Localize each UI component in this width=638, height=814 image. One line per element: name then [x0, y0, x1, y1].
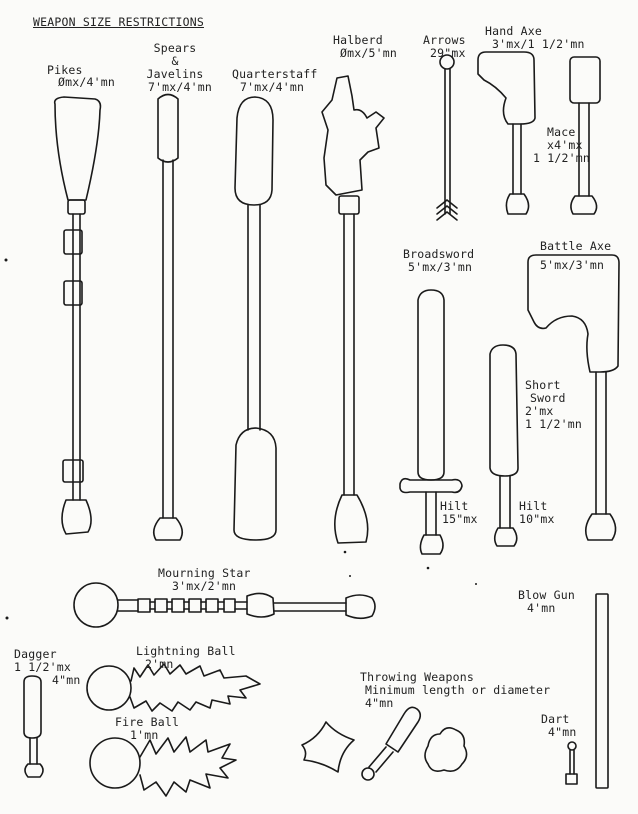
- page-title: WEAPON SIZE RESTRICTIONS: [33, 15, 204, 29]
- label-line: x4'mx: [547, 138, 583, 152]
- label-line: Broadsword: [403, 247, 475, 261]
- label-line: 1'mn: [130, 728, 159, 742]
- fire-ball-drawing: [90, 737, 236, 796]
- label-line: 2'mx: [525, 404, 554, 418]
- label-line: Halberd: [333, 33, 383, 47]
- label-line: Spears: [153, 41, 197, 55]
- label-line: Dart: [541, 712, 570, 726]
- spear-drawing: [154, 95, 183, 541]
- arrow-drawing: [437, 55, 457, 220]
- ink-dot: [349, 575, 351, 577]
- label-line: Throwing Weapons: [360, 670, 474, 684]
- label-line: 15"mx: [442, 512, 478, 526]
- label-line: Javelins: [146, 67, 204, 81]
- label-line: 4"mn: [52, 673, 81, 687]
- binder-hole: [5, 259, 8, 262]
- label-line: 5'mx/3'mn: [540, 258, 605, 272]
- throwing-blob-drawing: [425, 728, 467, 771]
- halberd-drawing: [322, 76, 384, 543]
- label-line: Arrows: [423, 33, 466, 47]
- blow-gun-drawing: [596, 594, 608, 788]
- label-line: Hand Axe: [485, 24, 542, 38]
- label-line: Short: [525, 378, 561, 392]
- label-line: 3'mx/1 1/2'mn: [492, 37, 585, 51]
- quarterstaff-drawing: [234, 97, 276, 540]
- ink-dot: [344, 551, 347, 554]
- label-line: 7'mx/4'mn: [240, 80, 305, 94]
- label-line: Sword: [530, 391, 566, 405]
- dagger-drawing: [24, 676, 43, 777]
- label-line: Battle Axe: [540, 239, 612, 253]
- label-line: 3'mx/2'mn: [172, 579, 237, 593]
- label-line: Mace: [547, 125, 576, 139]
- label-line: 10"mx: [519, 512, 555, 526]
- label-line: 5'mx/3'mn: [408, 260, 473, 274]
- label-line: 4'mn: [527, 601, 556, 615]
- binder-hole: [6, 617, 9, 620]
- label-line: 1 1/2'mx: [14, 660, 71, 674]
- label-line: 29"mx: [430, 46, 466, 60]
- label-line: Blow Gun: [518, 588, 575, 602]
- label-line: Hilt: [519, 499, 548, 513]
- throwing-club-drawing: [362, 707, 420, 780]
- ink-dot: [475, 583, 477, 585]
- label-line: Dagger: [14, 647, 57, 661]
- pike-drawing: [55, 97, 101, 534]
- label-line: Mourning Star: [158, 566, 251, 580]
- label-line: 2'mn: [145, 657, 174, 671]
- label-line: &: [171, 54, 179, 68]
- label-line: Fire Ball: [115, 715, 180, 729]
- label-line: 4"mn: [548, 725, 577, 739]
- label-line: 4"mn: [365, 696, 394, 710]
- label-line: Quarterstaff: [232, 67, 318, 81]
- hand-axe-drawing: [478, 52, 535, 214]
- label-line: Hilt: [440, 499, 469, 513]
- short-sword-drawing: [490, 345, 518, 546]
- lightning-ball-drawing: [87, 664, 260, 711]
- label-line: Minimum length or diameter: [365, 683, 551, 697]
- dart-drawing: [566, 742, 577, 784]
- label-line: Pikes: [47, 63, 83, 77]
- label-line: 1 1/2'mn: [533, 151, 590, 165]
- label-line: Ømx/4'mn: [58, 75, 115, 89]
- label-line: 7'mx/4'mn: [147, 80, 213, 94]
- label-line: Lightning Ball: [136, 644, 236, 658]
- throwing-diamond-drawing: [302, 722, 354, 772]
- label-line: 1 1/2'mn: [525, 417, 582, 431]
- ink-dot: [427, 567, 430, 570]
- label-line: Ømx/5'mn: [340, 46, 397, 60]
